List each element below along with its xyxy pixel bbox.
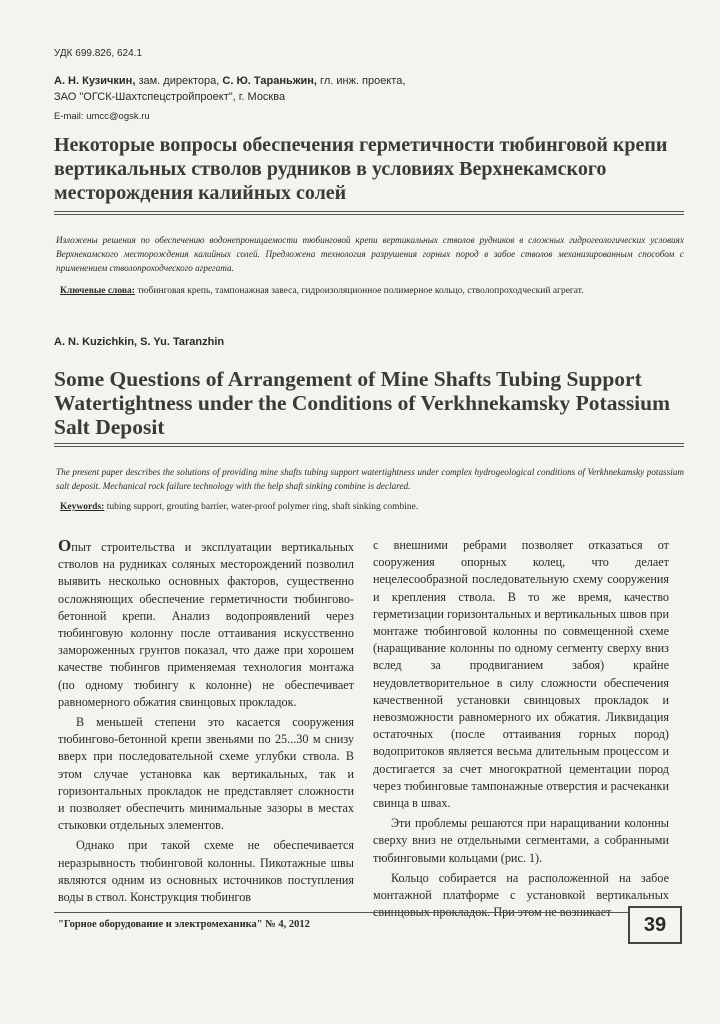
udc-code: УДК 699.826, 624.1 [54, 48, 143, 59]
authors-en: A. N. Kuzichkin, S. Yu. Taranzhin [54, 336, 225, 348]
author2-name: С. Ю. Тараньжин, [222, 75, 317, 87]
abstract-ru: Изложены решения по обеспечению водонепроницаемости тюбинговой крепи вертикальных стволов рудников в сложных гидрогеологических условиях Верхнекамского месторождения калийных солей. Предложена технология разрушения горных пород в забое стволов механизированным способом с применением стволопроходческого агрегата. [56, 235, 684, 273]
keywords-label-en: Keywords: [60, 502, 105, 512]
keywords-text-ru: тюбинговая крепь, тампонажная завеса, гидроизоляционное полимерное кольцо, стволопроходческий агрегат. [134, 286, 584, 296]
paragraph [58, 537, 354, 711]
body-column-left [58, 537, 354, 906]
page-number: 39 [628, 906, 682, 944]
abstract-en: The present paper describes the solutions of providing mine shafts tubing support watertightness under complex hydrogeological conditions of Verkhnekamsky potassium salt deposit. Mechanical rock failure technology with the help shaft sinking combine is declared. [56, 467, 684, 491]
keywords-en [60, 500, 684, 514]
footer-divider [54, 912, 628, 913]
organization: ЗАО "ОГСК-Шахтспецстройпроект", г. Москва [54, 91, 286, 103]
journal-footer: "Горное оборудование и электромеханика" № 4, 2012 [58, 919, 310, 930]
author1-role: зам. директора, [135, 75, 223, 87]
drop-cap: О [58, 536, 72, 555]
author2-role: гл. инж. проекта, [317, 75, 406, 87]
paragraph: с внешними ребрами позволяет отказаться от сооружения опорных колец, что делает нецелесообразной последовательную схему сооружения и крепления ствола. В то же время, качество герметизации горизонтальных и вертикальных швов при монтаже тюбинговой колонны по совмещенной схеме (наращивание колонны по одному сегменту сверху вниз вслед за продвиганием забоя) крайне неудовлетворительное в силу сложности обеспечения качественной установки свинцовых прокладок и невозможности равномерного их обжатия. Ликвидация остаточных (после оттаивания горных пород) водопритоков является весьма длительным процессом и достигается за счет многократной цементации пород через тюбинговые тампонажные отверстия и расчеканки свинца в швах. [373, 538, 669, 811]
paragraph: Эти проблемы решаются при наращивании колонны сверху вниз не отдельными сегментами, а собранными тюбинговыми кольцами (рис. 1). [373, 816, 669, 865]
title-en: Some Questions of Arrangement of Mine Shafts Tubing Support Watertightness under the Conditions of Verkhnekamsky Potassium Salt Deposit [54, 367, 671, 439]
authors-block-ru [54, 73, 614, 105]
divider-ru-top-thin [54, 214, 684, 215]
title-ru: Некоторые вопросы обеспечения герметичности тюбинговой крепи вертикальных стволов рудников в условиях Верхнекамского месторождения калийных солей [54, 134, 668, 204]
paragraph: В меньшей степени это касается сооружения тюбингово-бетонной крепи звеньями по 25...30 м снизу вверх при последовательной схеме углубки ствола. В этом случае установка как вертикальных, так и горизонтальных прокладок не представляет сложности и позволяет обеспечить минимальные зазоры в местах стыковки отдельных элементов. [58, 715, 354, 833]
paragraph-text: пыт строительства и эксплуатации вертикальных стволов на рудниках соляных месторождений позволил выявить несколько основных факторов, существенно осложняющих обеспечение герметичности тюбингово-бетонной крепи. Анализ водопроявлений через тюбинговую колонну после оттаивания искусственно замороженных грунтов показал, что даже при хорошем качестве тюбингов применяемая технология монтажа (по одному тюбингу к колонне) не обеспечивает равномерного обжатия свинцовых прокладок. [58, 540, 354, 709]
keywords-text-en: tubing support, grouting barrier, water-proof polymer ring, shaft sinking combine. [104, 502, 419, 512]
author1-name: А. Н. Кузичкин, [54, 75, 136, 87]
keywords-label-ru: Ключевые слова: [60, 286, 135, 296]
paragraph: Кольцо собирается на расположенной на забое монтажной платформе с установкой вертикальных свинцовых прокладок. При этом не возникает [373, 870, 669, 920]
divider-en-top [54, 443, 684, 444]
keywords-ru [60, 284, 684, 298]
divider-ru-top [54, 211, 684, 212]
divider-en-top-thin [54, 446, 684, 447]
paragraph: Однако при такой схеме не обеспечивается неразрывность тюбинговой колонны. Пикотажные швы являются одним из основных источников поступления воды в ствол. Конструкция тюбингов [58, 838, 354, 905]
body-column-right [373, 537, 669, 921]
email: E-mail: umcc@ogsk.ru [54, 111, 150, 122]
